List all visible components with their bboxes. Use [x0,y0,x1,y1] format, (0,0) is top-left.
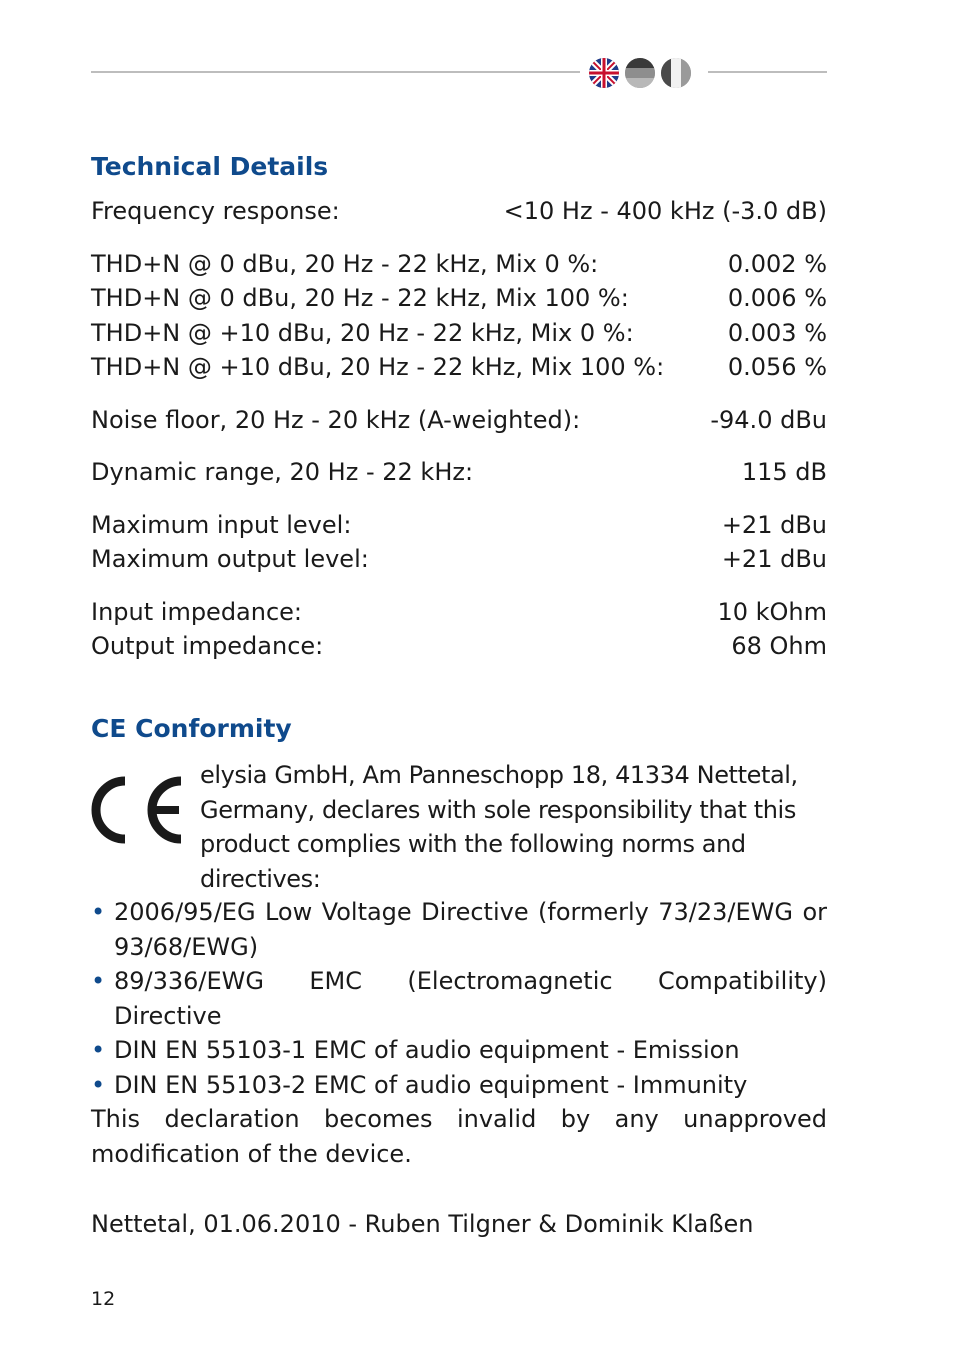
spec-label: Frequency response: [91,197,340,225]
directive-text: DIN EN 55103-1 EMC of audio equipment - Emission [114,1036,740,1064]
spec-row [91,455,827,490]
spec-row [91,403,827,438]
german-flag-icon[interactable] [625,58,655,88]
spec-row [91,316,827,351]
spec-table [91,194,827,682]
directive-item [91,1068,827,1103]
spec-group [91,247,827,385]
spec-label: Output impedance: [91,632,324,660]
spec-group [91,403,827,438]
spec-row [91,194,827,229]
spec-value: 0.002 % [727,249,827,278]
ce-mark-icon [91,775,185,845]
spec-label: Dynamic range, 20 Hz - 22 kHz: [91,458,474,486]
directive-item [91,964,827,1033]
spec-row [91,281,827,316]
uk-flag-icon[interactable] [589,58,619,88]
spec-row [91,350,827,385]
spec-label: THD+N @ +10 dBu, 20 Hz - 22 kHz, Mix 100 %: [91,353,665,381]
header-rule-right [708,71,827,73]
ce-conformity-heading: CE Conformity [91,714,292,743]
directives-list [91,895,827,1102]
spec-row [91,595,827,630]
spec-row [91,542,827,577]
spec-row [91,629,827,664]
spec-label: THD+N @ 0 dBu, 20 Hz - 22 kHz, Mix 0 %: [91,249,599,278]
spec-value: <10 Hz - 400 kHz (-3.0 dB) [503,197,827,225]
spec-label: Maximum output level: [91,545,369,573]
spec-value: +21 dBu [721,545,827,573]
spec-group [91,508,827,577]
spec-group [91,455,827,490]
page-number: 12 [91,1288,116,1310]
spec-value: +21 dBu [721,510,827,539]
spec-label: Noise floor, 20 Hz - 20 kHz (A-weighted): [91,405,581,434]
spec-value: 0.056 % [727,353,827,381]
bullet-icon: • [91,1070,106,1099]
ce-statement: elysia GmbH, Am Panneschopp 18, 41334 Nettetal, Germany, declares with sole responsibility that this product complies with the following norms and directives: [200,761,798,893]
language-flags [589,56,701,90]
spec-label: THD+N @ +10 dBu, 20 Hz - 22 kHz, Mix 0 %: [91,318,634,347]
bullet-icon: • [91,967,106,995]
directive-item [91,1033,827,1068]
spec-group [91,595,827,664]
technical-details-heading: Technical Details [91,152,329,181]
signature-line: Nettetal, 01.06.2010 - Ruben Tilgner & Dominik Klaßen [91,1210,754,1238]
spec-row [91,247,827,282]
bullet-icon: • [91,898,106,926]
spec-value: 68 Ohm [731,632,827,660]
spec-value: 0.006 % [727,284,827,312]
french-flag-icon[interactable] [661,58,691,88]
header-rule-left [91,71,580,73]
spec-label: Maximum input level: [91,510,352,539]
directive-text: 89/336/EWG EMC (Electromagnetic Compatibility) Directive [114,967,827,1030]
invalid-note: This declaration becomes invalid by any unapproved modification of the device. [91,1105,827,1168]
spec-group [91,194,827,229]
spec-value: 10 kOhm [717,597,827,626]
bullet-icon: • [91,1036,106,1064]
spec-value: -94.0 dBu [710,405,827,434]
spec-value: 115 dB [741,458,827,486]
spec-value: 0.003 % [727,318,827,347]
directive-text: DIN EN 55103-2 EMC of audio equipment - Immunity [114,1070,748,1099]
spec-label: THD+N @ 0 dBu, 20 Hz - 22 kHz, Mix 100 %: [91,284,629,312]
spec-row [91,508,827,543]
spec-label: Input impedance: [91,597,303,626]
directive-text: 2006/95/EG Low Voltage Directive (formerly 73/23/EWG or 93/68/EWG) [114,898,827,961]
directive-item [91,895,827,964]
